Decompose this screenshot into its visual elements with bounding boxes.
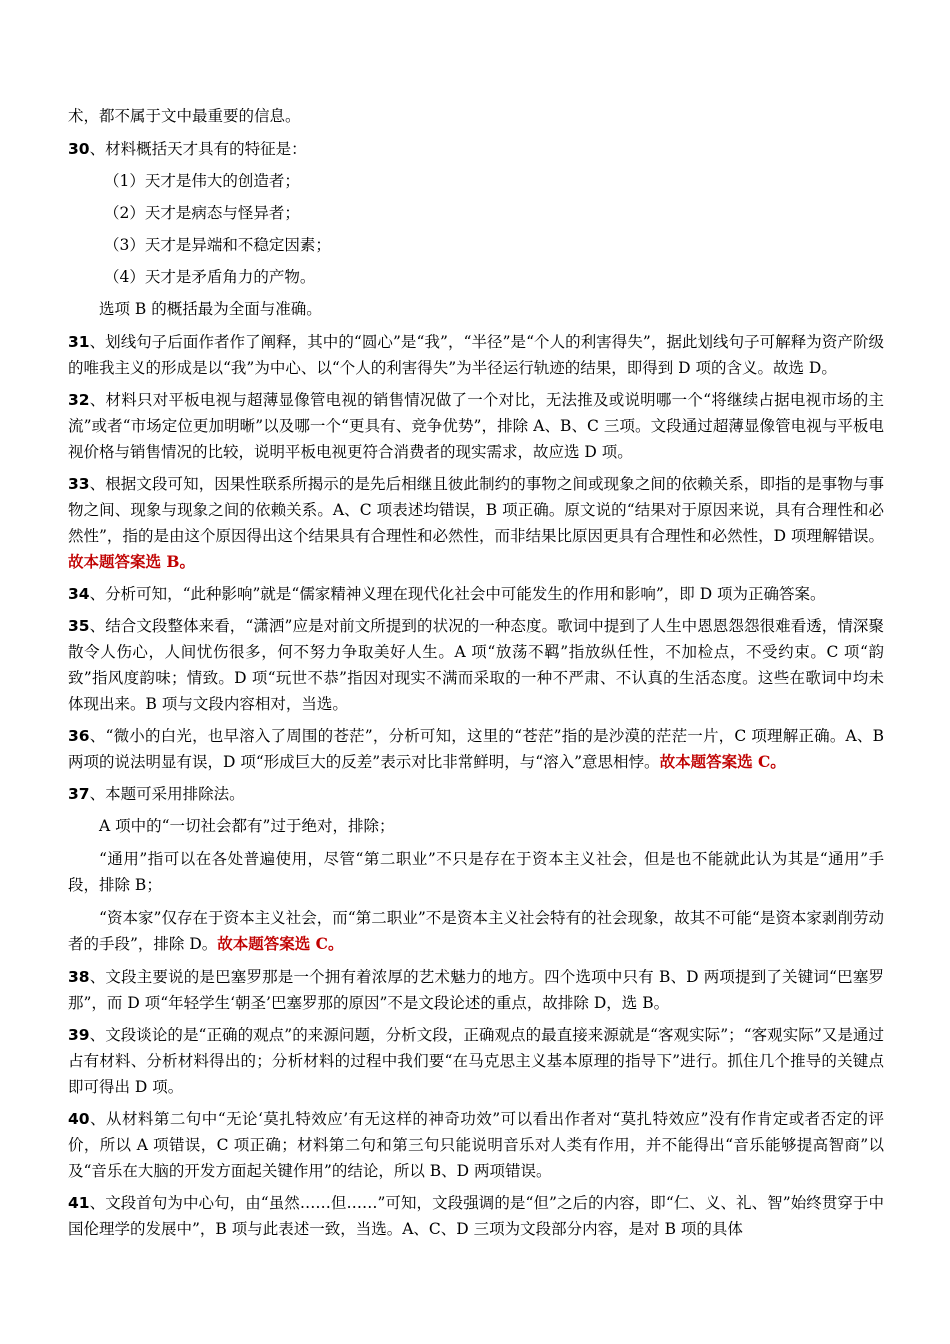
- paragraph-text: 术，都不属于文中最重要的信息。: [68, 107, 301, 125]
- question-number: 35: [68, 617, 90, 635]
- question-number: 40: [68, 1110, 90, 1128]
- list-item: [68, 264, 884, 290]
- answer-highlight-end: 。: [328, 934, 344, 953]
- question-36-explanation: [68, 723, 884, 775]
- paragraph-text: 、从材料第二句中“无论‘莫扎特效应’有无这样的神奇功效”可以看出作者对“莫扎特效应”没有作肯定或者否定的评价，所以 A 项错误，C 项正确；材料第二句和第三句只能说明音乐对人类有作用，并不能得出“音乐能够提高智商”以及“音乐在大脑的开发方面起关键作用”的结论，所以 B、D 两项错误。: [68, 1110, 884, 1180]
- paragraph-text: 、文段主要说的是巴塞罗那是一个拥有着浓厚的艺术魅力的地方。四个选项中只有 B、D 两项提到了关键词“巴塞罗那”，而 D 项“年轻学生‘朝圣’巴塞罗那的原因”不是文段论述的重点，故排除 D，选 B。: [68, 968, 884, 1012]
- paragraph-text: 、分析可知，“此种影响”就是“儒家精神义理在现代化社会中可能发生的作用和影响”，即 D 项为正确答案。: [89, 585, 826, 603]
- list-item: [68, 232, 884, 258]
- answer-highlight: 故本题答案选 B: [68, 552, 180, 571]
- paragraph-text: （2）天才是病态与怪异者；: [104, 204, 300, 222]
- paragraph-text: （3）天才是异端和不稳定因素；: [104, 236, 331, 254]
- paragraph-text: 、结合文段整体来看，“潇洒”应是对前文所提到的状况的一种态度。歌词中提到了人生中恩恩怨怨很难看透，情深聚散令人伤心，人间忧伤很多，何不努力争取美好人生。A 项“放荡不羁”指放纵任性，不加检点，不受约束。C 项“韵致”指风度韵味；情致。D 项“玩世不恭”指因对现实不满而采取的一种不严肃、不认真的生活态度。这些在歌词中均未体现出来。B 项与文段内容相对，当选。: [68, 617, 884, 713]
- question-number: 39: [68, 1026, 90, 1044]
- question-41-explanation: [68, 1190, 884, 1242]
- question-number: 32: [68, 391, 90, 409]
- paragraph-text: 、根据文段可知，因果性联系所揭示的是先后相继且彼此制约的事物之间或现象之间的依赖关系，即指的是事物与事物之间、现象与现象之间的依赖关系。A、C 项表述均错误，B 项正确。原文说的“结果对于原因来说，具有合理性和必然性”，指的是由这个原因得出这个结果具有合理性和必然性，而非结果比原因更具有合理性和必然性，D 项理解错误。: [68, 475, 884, 545]
- question-number: 37: [68, 785, 90, 803]
- paragraph-text: “通用”指可以在各处普遍使用，尽管“第二职业”不只是存在于资本主义社会，但是也不能就此认为其是“通用”手段，排除 B；: [68, 850, 884, 894]
- question-number: 36: [68, 727, 90, 745]
- paragraph-text: 、材料只对平板电视与超薄显像管电视的销售情况做了一个对比，无法推及或说明哪一个“将继续占据电视市场的主流”或者“市场定位更加明晰”以及哪一个“更具有、竞争优势”，排除 A、B、C 三项。文段通过超薄显像管电视与平板电视价格与销售情况的比较，说明平板电视更符合消费者的现实需求，故应选 D 项。: [68, 391, 884, 461]
- question-38-explanation: [68, 964, 884, 1016]
- question-30-explanation: [68, 136, 884, 162]
- question-number: 38: [68, 968, 90, 986]
- question-35-explanation: [68, 613, 884, 717]
- question-number: 31: [68, 333, 90, 351]
- paragraph: [68, 813, 884, 839]
- question-number: 34: [68, 585, 90, 603]
- paragraph-text: 、本题可采用排除法。: [89, 785, 245, 803]
- question-37-explanation: [68, 781, 884, 807]
- question-39-explanation: [68, 1022, 884, 1100]
- question-32-explanation: [68, 387, 884, 465]
- question-40-explanation: [68, 1106, 884, 1184]
- answer-highlight-end: 。: [770, 752, 786, 771]
- answer-highlight: 故本题答案选 C: [659, 752, 771, 771]
- question-number: 41: [68, 1194, 90, 1212]
- paragraph-text: A 项中的“一切社会都有”过于绝对，排除；: [99, 817, 395, 835]
- list-item: [68, 168, 884, 194]
- paragraph: [68, 296, 884, 322]
- paragraph: [68, 846, 884, 898]
- paragraph-text: 、划线句子后面作者作了阐释，其中的“圆心”是“我”，“半径”是“个人的利害得失”，据此划线句子可解释为资产阶级的唯我主义的形成是以“我”为中心、以“个人的利害得失”为半径运行轨迹的结果，即得到 D 项的含义。故选 D。: [68, 333, 884, 377]
- paragraph-text: “资本家”仅存在于资本主义社会，而“第二职业”不是资本主义社会特有的社会现象，故其不可能“是资本家剥削劳动者的手段”，排除 D。: [68, 909, 884, 953]
- question-number: 30: [68, 140, 90, 158]
- paragraph-text: （4）天才是矛盾角力的产物。: [104, 268, 316, 286]
- paragraph-text: 、文段首句为中心句，由“虽然……但……”可知，文段强调的是“但”之后的内容，即“仁、义、礼、智”始终贯穿于中国伦理学的发展中”，B 项与此表述一致，当选。A、C、D 三项为文段部分内容，是对 B 项的具体: [68, 1194, 884, 1238]
- answer-highlight-end: 。: [179, 552, 196, 571]
- question-34-explanation: [68, 581, 884, 607]
- paragraph-text: （1）天才是伟大的创造者；: [104, 172, 300, 190]
- list-item: [68, 200, 884, 226]
- paragraph-text: 选项 B 的概括最为全面与准确。: [99, 300, 322, 318]
- paragraph: [68, 905, 884, 957]
- question-number: 33: [68, 475, 90, 493]
- paragraph-text: 、材料概括天才具有的特征是：: [89, 140, 307, 158]
- paragraph: [68, 103, 884, 129]
- question-33-explanation: [68, 471, 884, 575]
- paragraph-text: 、“微小的白光，也早溶入了周围的苍茫”，分析可知，这里的“苍茫”指的是沙漠的茫茫一片，C 项理解正确。A、B 两项的说法明显有误，D 项“形成巨大的反差”表示对比非常鲜明，与“溶入”意思相悖。: [68, 727, 884, 771]
- answer-highlight: 故本题答案选 C: [217, 934, 329, 953]
- paragraph-text: 、文段谈论的是“正确的观点”的来源问题，分析文段，正确观点的最直接来源就是“客观实际”；“客观实际”又是通过占有材料、分析材料得出的；分析材料的过程中我们要“在马克思主义基本原理的指导下”进行。抓住几个推导的关键点即可得出 D 项。: [68, 1026, 884, 1096]
- answer-explanations: [68, 103, 884, 1242]
- question-31-explanation: [68, 329, 884, 381]
